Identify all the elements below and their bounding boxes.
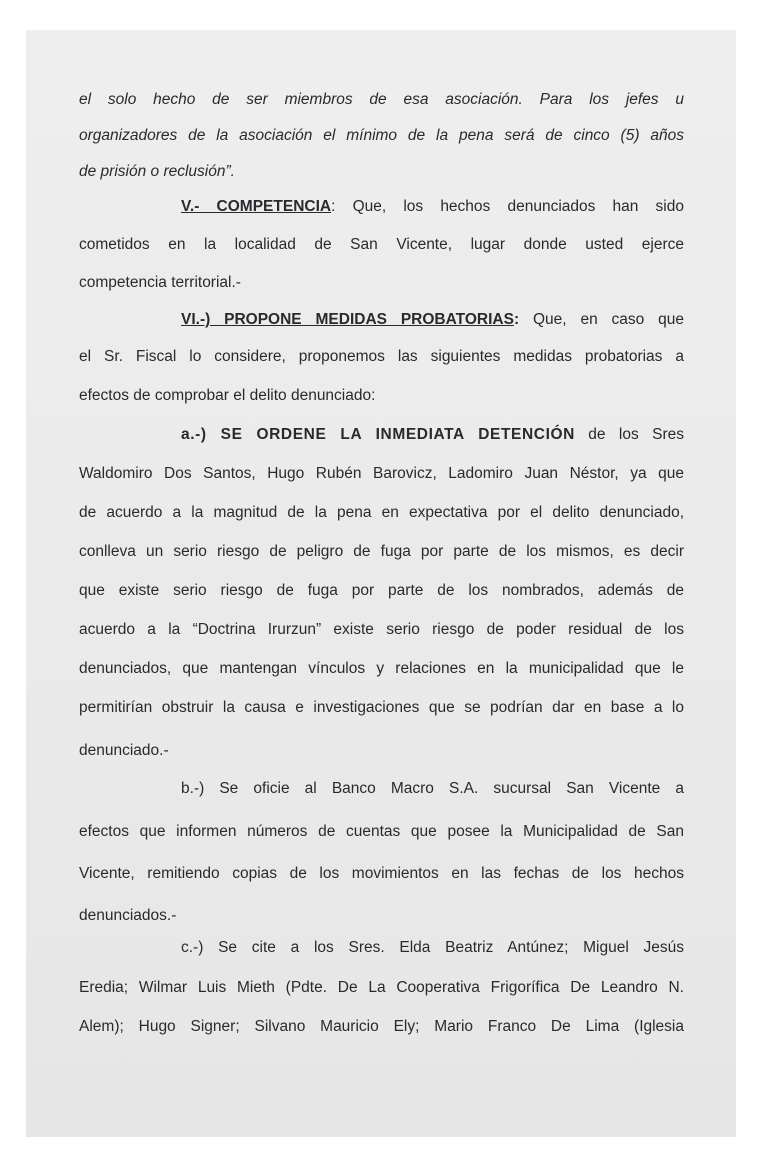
text-line: cometidos en la localidad de San Vicente, lugar donde usted ejerce [79,236,684,253]
text-line: Eredia; Wilmar Luis Mieth (Pdte. De La Cooperativa Frigorífica De Leandro N. [79,979,684,996]
section-vi-colon: : [513,311,520,328]
section-vi-text: Que, en caso que [519,311,685,328]
item-b-paragraph: b.-) Se oficie al Banco Macro S.A. sucursal San Vicente a [181,780,684,797]
text-line: el solo hecho de ser miembros de esa asociación. Para los jefes u [79,91,684,108]
text-line: acuerdo a la “Doctrina Irurzun” existe serio riesgo de poder residual de los [79,621,684,638]
section-v-heading: V.- COMPETENCIA [181,198,332,215]
section-v-paragraph [79,197,684,217]
text-line: de acuerdo a la magnitud de la pena en expectativa por el delito denunciado, [79,504,684,521]
item-a-paragraph [79,425,684,445]
text-line: que existe serio riesgo de fuga por parte de los nombrados, además de [79,582,684,599]
text-line: denunciados.- [79,907,177,924]
text-line: el Sr. Fiscal lo considere, proponemos las siguientes medidas probatorias a [79,348,684,365]
text-line: Waldomiro Dos Santos, Hugo Rubén Barovicz, Ladomiro Juan Néstor, ya que [79,465,684,482]
text-line: Vicente, remitiendo copias de los movimientos en las fechas de los hechos [79,865,684,882]
text-line: denunciado.- [79,742,169,759]
text-line: efectos de comprobar el delito denunciado: [79,387,376,404]
text-line: efectos que informen números de cuentas que posee la Municipalidad de San [79,823,684,840]
text-line: denunciados, que mantengan vínculos y relaciones en la municipalidad que le [79,660,684,677]
section-vi-paragraph [79,310,684,330]
text-line: de prisión o reclusión”. [79,163,235,180]
item-c-paragraph: c.-) Se cite a los Sres. Elda Beatriz Antúnez; Miguel Jesús [181,939,684,956]
item-a-label: a.-) SE ORDENE LA INMEDIATA DETENCIÓN [181,426,575,443]
text-line: organizadores de la asociación el mínimo de la pena será de cinco (5) años [79,127,684,144]
text-line: conlleva un serio riesgo de peligro de fuga por parte de los mismos, es decir [79,543,684,560]
item-a-text: de los Sres [574,426,684,443]
section-vi-heading: VI.-) PROPONE MEDIDAS PROBATORIAS [181,311,514,328]
text-line: permitirían obstruir la causa e investigaciones que se podrían dar en base a lo [79,699,684,716]
section-v-text: : Que, los hechos denunciados han sido [331,198,684,215]
text-line: competencia territorial.- [79,274,241,291]
document-page [26,30,736,1137]
text-line: Alem); Hugo Signer; Silvano Mauricio Ely; Mario Franco De Lima (Iglesia [79,1018,684,1035]
